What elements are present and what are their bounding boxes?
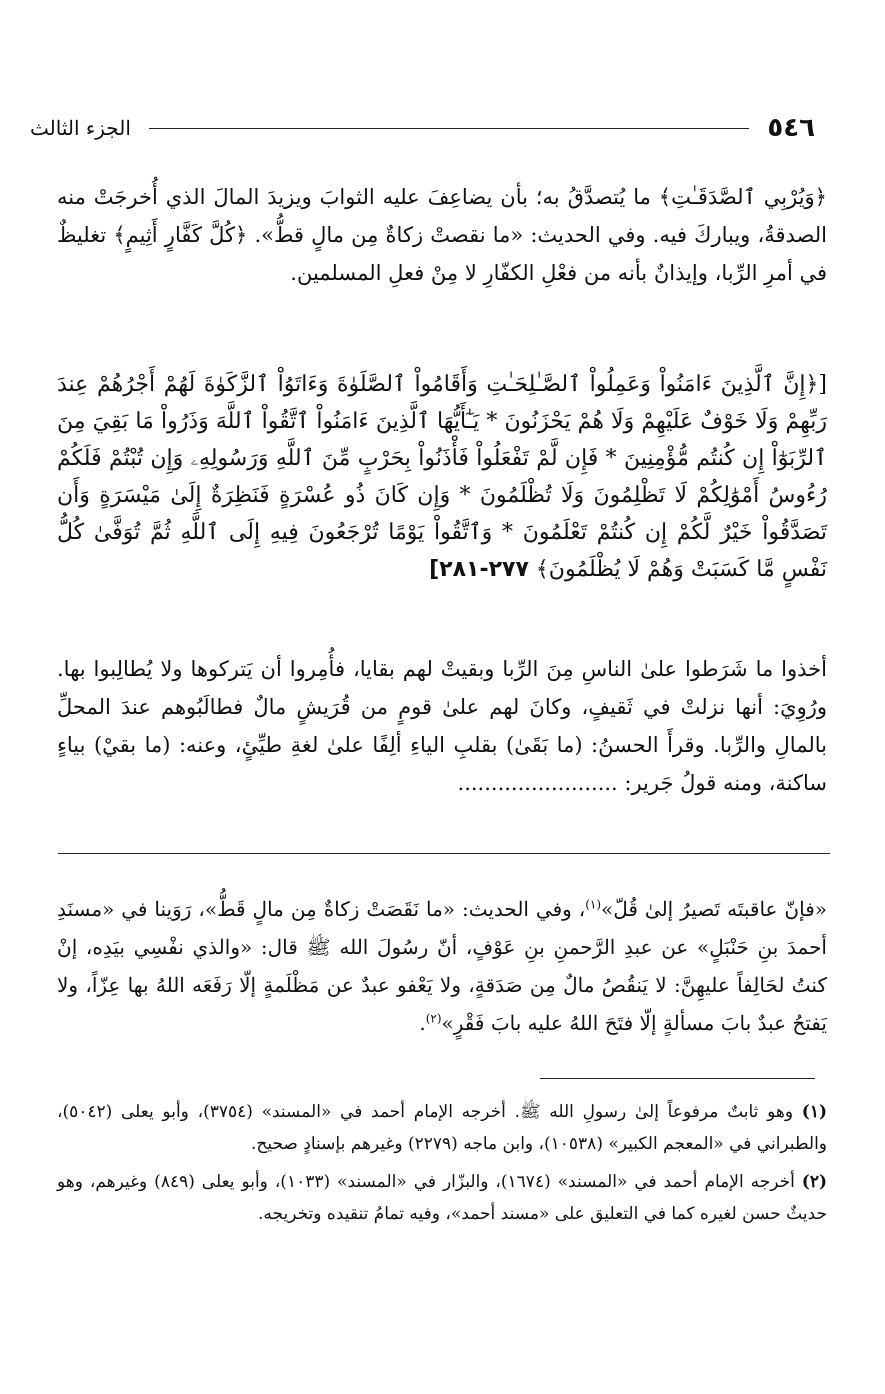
page-number: ٥٤٦ (767, 113, 815, 143)
footnote-1 (57, 1096, 827, 1160)
commentary-paragraph-2: أخذوا ما شَرَطوا علىٰ الناسِ مِنَ الرِّبا وبقيتْ لهم بقايا، فأُمِروا أن يَتركوها ولا يُطالِبوا بها. ورُوِيَ: أنها نزلتْ في ثَقيفٍ، وكانَ لهم علىٰ قومٍ من قُرَيشٍ مالٌ فطالَبُوهم عندَ المحلِّ بالمالِ والرِّبا. وقرأَ الحسنُ: (ما بَقَىٰ) بقلبِ الياءِ ألِفًا علىٰ لغةِ طيِّئٍ، وعنه: (ما بقيْ) بياءٍ ساكنة، ومنه قولُ جَرير: ........................ (57, 657, 827, 795)
part-title: الجزء الثالث (30, 116, 131, 140)
footnotes (57, 1096, 827, 1236)
footnotes-divider (540, 1078, 815, 1079)
footnote-text: وهو ثابتٌ مرفوعاً إلىٰ رسولِ الله ﷺ. أخرجه الإمام أحمد في «المسند» (٣٧٥٤)، وأبو يعلى (٥٠٤٢)، والطبراني في «المعجم الكبير» (١٠٥٣٨)، وابن ماجه (٢٢٧٩) وغيرهم بإسنادٍ صحيح. (57, 1102, 827, 1154)
hadith-text: ، وفي الحديث: «ما نَقَصَتْ زكاةٌ مِن مالٍ قَطُّ»، رَوَينا في «مسنَدِ أحمدَ بنِ حَنْبَلٍ» عن عبدِ الرَّحمنِ بنِ عَوْفٍ، أنّ رسُولَ الله ﷺ قال: «والذي نفْسِي بيَدِه، إنْ كنتُ لحَالِفاً عليهِنَّ: لا يَنقُصُ مالٌ مِن صَدَقةٍ، ولا يَعْفو عبدٌ عن مَظْلَمةٍ إلّا رَفَعَه اللهُ بها عِزّاً، ولا يَفتحُ عبدٌ بابَ مسألةٍ إلّا فتَحَ اللهُ عليه بابَ فَقْرٍ» (57, 897, 827, 1035)
footnote-2 (57, 1166, 827, 1230)
page-header (30, 108, 815, 148)
sentence-end: . (419, 1011, 426, 1035)
footnote-ref-1: (١) (585, 897, 602, 912)
header-rule (149, 128, 750, 129)
margin-notes-text (57, 890, 827, 1042)
footnote-number: (١) (801, 1102, 828, 1122)
footnote-text: أخرجه الإمام أحمد في «المسند» (١٦٧٤)، والبزّار في «المسند» (١٠٣٣)، وأبو يعلى (٨٤٩) وغيرهم، وهو حديثٌ حسن لغيره كما في التعليق على «مسند أحمد»، وفيه تمامُ تنقيده وتخريجه. (57, 1172, 827, 1224)
footnote-number: (٢) (801, 1172, 828, 1192)
footnote-ref-2: (٢) (425, 1011, 442, 1026)
commentary-paragraph-1: ﴿وَيُرْبِي ٱلصَّدَقَـٰتِ﴾ ما يُتصدَّقُ به؛ بأن يضاعِفَ عليه الثوابَ ويزيدَ المالَ الذي أُخرجَتْ منه الصدقةُ، ويباركَ فيه. وفي الحديث: «ما نقصتْ زكاةٌ مِن مالٍ قطُّ». ﴿كُلَّ كَفَّارٍ أَثِيمٍ﴾ تغليظٌ في أمرِ الرِّبا، وإيذانٌ بأنه من فعْلِ الكفّارِ لا مِنْ فعلِ المسلمين. (57, 185, 827, 285)
margin-notes-divider (58, 853, 830, 854)
poem-quote: «فإنّ عاقبتَه تَصيرُ إلىٰ قُلّ» (601, 897, 827, 921)
quran-verses-text: [﴿إِنَّ ٱلَّذِينَ ءَامَنُواْ وَعَمِلُواْ ٱلصَّـٰلِحَـٰتِ وَأَقَامُواْ ٱلصَّلَوٰةَ وَءَاتَوُاْ ٱلزَّكَوٰةَ لَهُمْ أَجْرُهُمْ عِندَ رَبِّهِمْ وَلَا خَوْفٌ عَلَيْهِمْ وَلَا هُمْ يَحْزَنُونَ * يَـٰٓأَيُّهَا ٱلَّذِينَ ءَامَنُواْ ٱتَّقُواْ ٱللَّهَ وَذَرُواْ مَا بَقِيَ مِنَ ٱلرِّبَوٰٓاْ إِن كُنتُم مُّؤْمِنِينَ * فَإِن لَّمْ تَفْعَلُواْ فَأْذَنُواْ بِحَرْبٍ مِّنَ ٱللَّهِ وَرَسُولِهِۦ وَإِن تُبْتُمْ فَلَكُمْ رُءُوسُ أَمْوَٰلِكُمْ لَا تَظْلِمُونَ وَلَا تُظْلَمُونَ * وَإِن كَانَ ذُو عُسْرَةٍ فَنَظِرَةٌ إِلَىٰ مَيْسَرَةٍ وَأَن تَصَدَّقُواْ خَيْرٌ لَّكُمْ إِن كُنتُمْ تَعْلَمُونَ * وَٱتَّقُواْ يَوْمًا تُرْجَعُونَ فِيهِ إِلَى ٱللَّهِ ثُمَّ تُوَفَّىٰ كُلُّ نَفْسٍ مَّا كَسَبَتْ وَهُمْ لَا يُظْلَمُونَ﴾ (57, 372, 827, 582)
verse-reference: ٢٧٧-٢٨١] (429, 557, 529, 582)
quran-verses-block (57, 366, 827, 588)
